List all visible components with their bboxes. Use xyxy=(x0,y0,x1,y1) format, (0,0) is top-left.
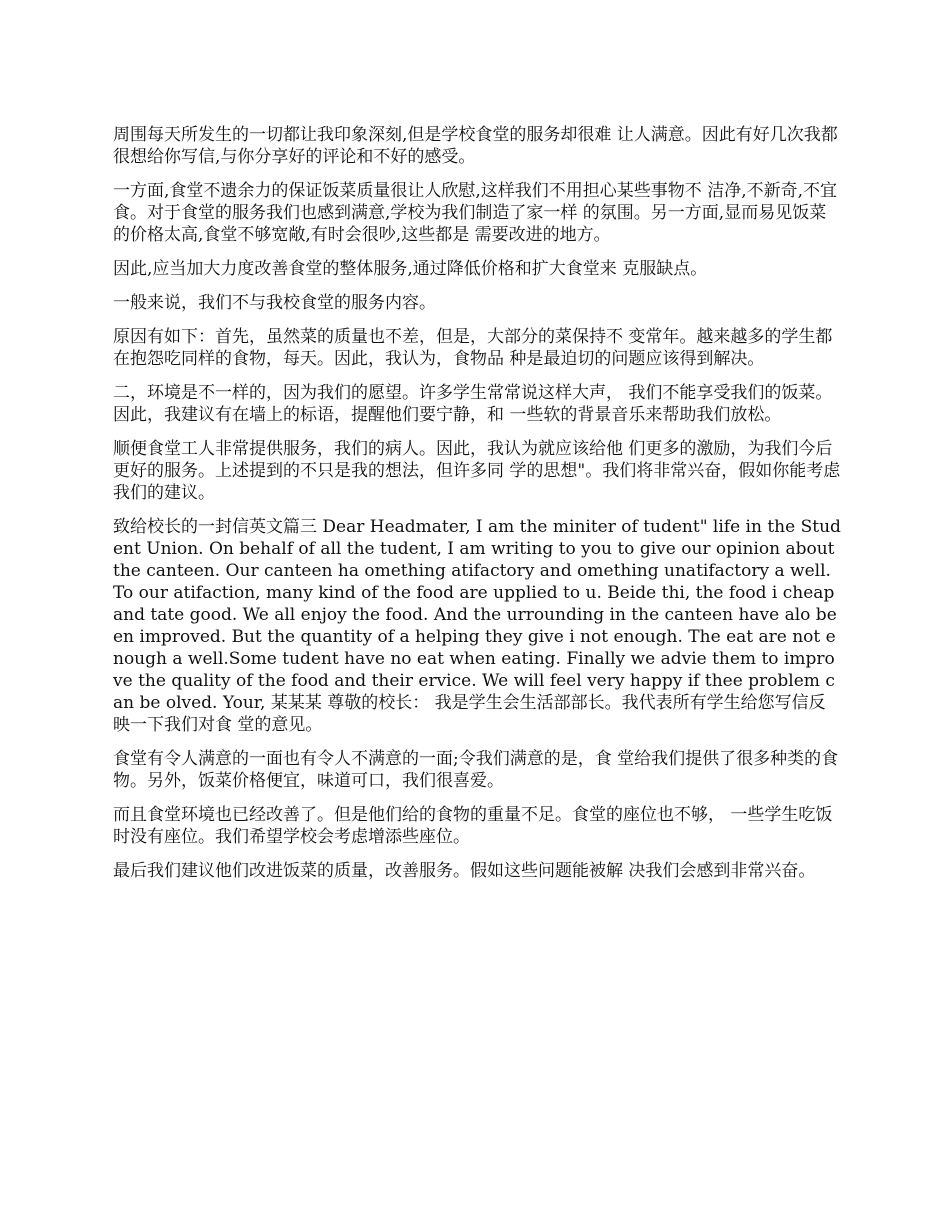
paragraph-9: 食堂有令人满意的一面也有令人不满意的一面;令我们满意的是，食 堂给我们提供了很多种类的食物。另外，饭菜价格便宜，味道可口，我们很喜爱。 xyxy=(113,749,839,791)
paragraph-3: 因此,应当加大力度改善食堂的整体服务,通过降低价格和扩大食堂来 克服缺点。 xyxy=(113,259,708,279)
paragraph-6: 二，环境是不一样的，因为我们的愿望。许多学生常常说这样大声， 我们不能享受我们的饭菜。因此，我建议有在墙上的标语，提醒他们要宁静，和 一些软的背景音乐来帮助我们放松。 xyxy=(113,383,833,425)
paragraph-5: 原因有如下：首先，虽然菜的质量也不差，但是，大部分的菜保持不 变常年。越来越多的学生都在抱怨吃同样的食物，每天。因此，我认为，食物品 种是最迫切的问题应该得到解决。 xyxy=(113,327,833,369)
paragraph-10: 而且食堂环境也已经改善了。但是他们给的食物的重量不足。食堂的座位也不够， 一些学生吃饭时没有座位。我们希望学校会考虑增添些座位。 xyxy=(113,805,833,847)
paragraph-11: 最后我们建议他们改进饭菜的质量，改善服务。假如这些问题能被解 决我们会感到非常兴奋。 xyxy=(113,861,816,881)
paragraph-8: 致给校长的一封信英文篇三 Dear Headmater, I am the miniter of tudent" life in the Student Union. On behalf of all the tudent, I am writing to you to give our opinion about the canteen. Our canteen ha omething atifactory and omething unatifactory a well. To our atifaction, many kind of the food are upplied to u. Beide thi, the food i cheap and tate good. We all enjoy the food. And the urrounding in the canteen have alo been improved. But the quantity of a helping they give i not enough. The eat are not enough a well.Some tudent have no eat when eating. Finally we advie them to improve the quality of the food and their ervice. We will feel very happy if thee problem can be olved. Your, 某某某 尊敬的校长： 我是学生会生活部部长。我代表所有学生给您写信反映一下我们对食 堂的意见。 xyxy=(113,517,841,735)
paragraph-1: 周围每天所发生的一切都让我印象深刻,但是学校食堂的服务却很难 让人满意。因此有好几次我都很想给你写信,与你分享好的评论和不好的感受。 xyxy=(113,125,838,167)
paragraph-7: 顺便食堂工人非常提供服务，我们的病人。因此，我认为就应该给他 们更多的激励，为我们今后更好的服务。上述提到的不只是我的想法，但许多同 学的思想"。我们将非常兴奋，假如你能考虑我们的建议。 xyxy=(113,439,841,503)
paragraph-2: 一方面,食堂不遗余力的保证饭菜质量很让人欣慰,这样我们不用担心某些事物不 洁净,不新奇,不宜食。对于食堂的服务我们也感到满意,学校为我们制造了家一样 的氛围。另一方面,显而易见饭菜的价格太高,食堂不够宽敞,有时会很吵,这些都是 需要改进的地方。 xyxy=(113,181,838,245)
document-body xyxy=(113,124,841,894)
paragraph-4: 一般来说，我们不与我校食堂的服务内容。 xyxy=(113,293,436,313)
